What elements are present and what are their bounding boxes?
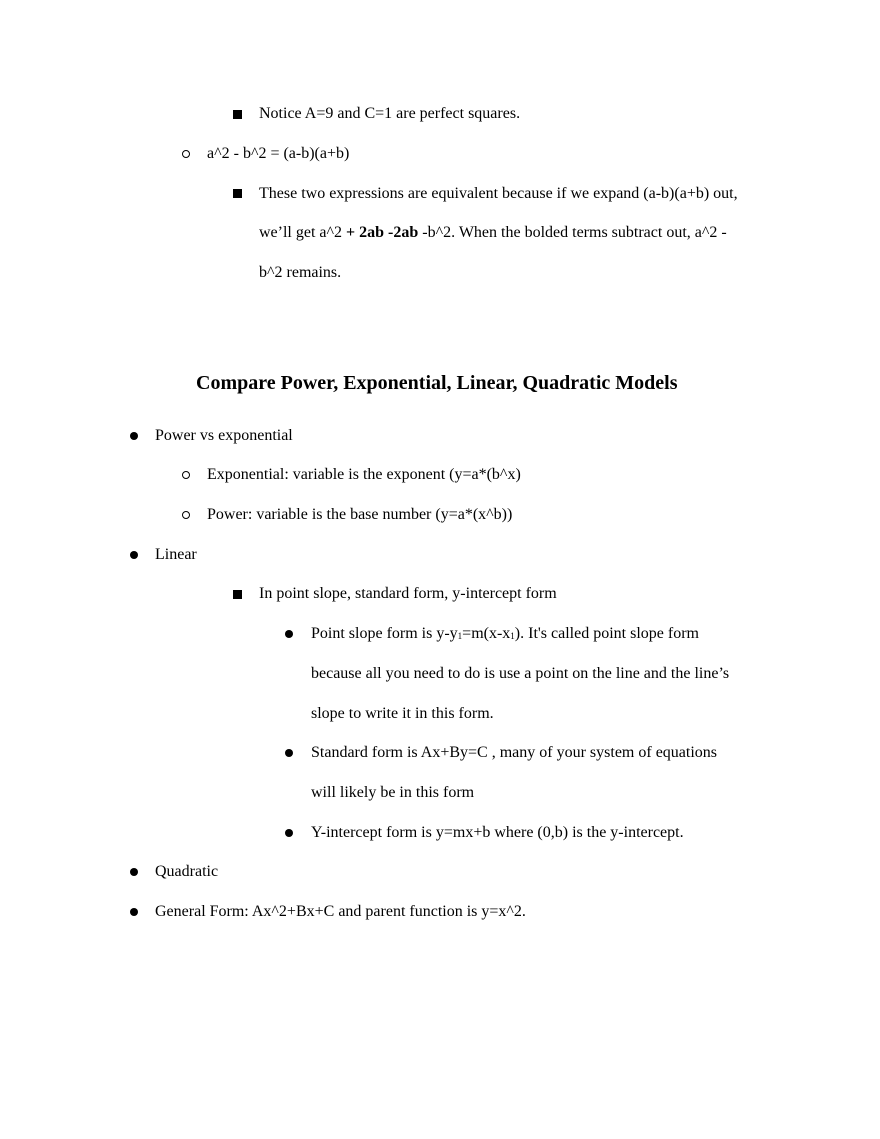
list-item-linear-forms: In point slope, standard form, y-intercept form xyxy=(259,585,557,602)
list-item-standard-line1: Standard form is Ax+By=C , many of your system of equations xyxy=(311,744,718,761)
list-item-explanation-line1: These two expressions are equivalent because if we expand (a-b)(a+b) out, xyxy=(259,185,738,202)
square-bullet-icon xyxy=(233,590,242,599)
section-heading: Compare Power, Exponential, Linear, Quadratic Models xyxy=(196,372,678,394)
filled-circle-bullet-icon xyxy=(130,868,138,876)
filled-circle-bullet-icon xyxy=(285,829,293,837)
text-segment: ). It's called point slope form xyxy=(514,625,699,642)
list-item-point-slope-line3: slope to write it in this form. xyxy=(311,705,494,722)
list-item-power-vs-exponential: Power vs exponential xyxy=(155,427,293,444)
list-item-perfect-squares: Notice A=9 and C=1 are perfect squares. xyxy=(259,105,521,122)
square-bullet-icon xyxy=(233,189,242,198)
list-item-power: Power: variable is the base number (y=a*(x^b)) xyxy=(207,506,513,523)
list-item-standard-line2: will likely be in this form xyxy=(311,784,475,801)
list-item-general-form: General Form: Ax^2+Bx+C and parent function is y=x^2. xyxy=(155,903,526,920)
square-bullet-icon xyxy=(233,110,242,119)
hollow-circle-bullet-icon xyxy=(182,511,190,519)
hollow-circle-bullet-icon xyxy=(182,150,190,158)
list-item-point-slope-line2: because all you need to do is use a point on the line and the line’s xyxy=(311,665,730,682)
list-item-difference-of-squares: a^2 - b^2 = (a-b)(a+b) xyxy=(207,145,350,162)
list-item-y-intercept: Y-intercept form is y=mx+b where (0,b) is the y-intercept. xyxy=(311,824,684,841)
list-item-exponential: Exponential: variable is the exponent (y=a*(b^x) xyxy=(207,466,521,483)
list-item-explanation-line3: b^2 remains. xyxy=(259,264,342,281)
filled-circle-bullet-icon xyxy=(130,432,138,440)
text-segment: we’ll get a^2 xyxy=(259,224,347,241)
list-item-quadratic: Quadratic xyxy=(155,863,219,880)
filled-circle-bullet-icon xyxy=(130,908,138,916)
bold-terms: + 2ab -2ab xyxy=(346,224,419,241)
text-segment: -b^2. When the bolded terms subtract out, a^2 - xyxy=(418,224,727,241)
subscript: 1 xyxy=(457,631,463,641)
text-segment: =m(x-x xyxy=(462,625,511,642)
list-item-point-slope-line1 xyxy=(311,624,699,646)
filled-circle-bullet-icon xyxy=(130,551,138,559)
hollow-circle-bullet-icon xyxy=(182,471,190,479)
list-item-explanation-line2 xyxy=(259,223,727,243)
subscript: 1 xyxy=(510,631,515,641)
filled-circle-bullet-icon xyxy=(285,749,293,757)
list-item-linear: Linear xyxy=(155,546,197,563)
text-segment: Point slope form is y-y xyxy=(311,625,458,642)
filled-circle-bullet-icon xyxy=(285,630,293,638)
